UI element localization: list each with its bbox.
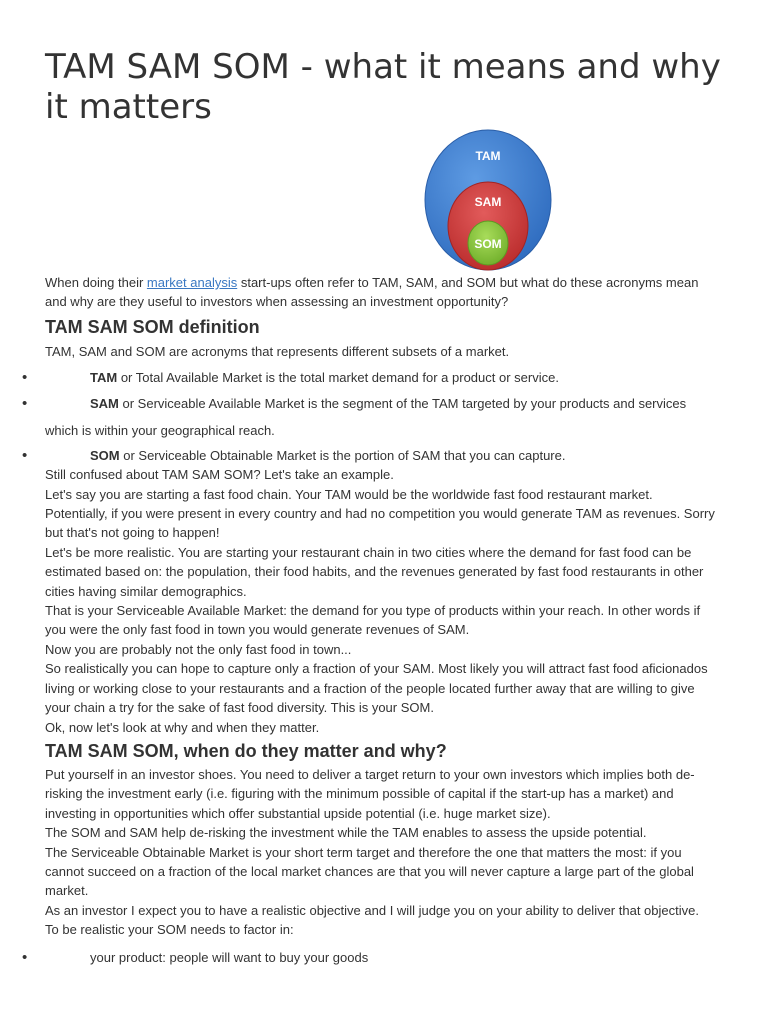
paragraph: The Serviceable Obtainable Market is your short term target and therefore the one that matters the most: if you cannot succeed on a fraction of the local market chances are that you will never capture a large part of the global market.: [45, 844, 694, 899]
paragraph: Ok, now let's look at why and when they matter.: [45, 719, 320, 735]
som-label: SOM: [474, 237, 502, 251]
page-title: TAM SAM SOM - what it means and why it matters: [45, 47, 721, 127]
sam-label: SAM: [474, 195, 502, 209]
bullet-tam: [22, 368, 715, 387]
market-analysis-link[interactable]: market analysis: [146, 275, 238, 290]
term-tam: TAM: [90, 370, 118, 386]
intro-paragraph: [45, 273, 715, 312]
bullet-som-text: or Serviceable Obtainable Market is the portion of SAM that you can capture.: [119, 448, 566, 464]
paragraph: Now you are probably not the only fast food in town...: [45, 641, 352, 657]
bullet-som: [22, 446, 715, 465]
intro-text-after: start-ups often refer to TAM, SAM, and SOM but what do these acronyms mean and why are they useful to investors when assessing an investment opportunity?: [45, 275, 699, 310]
paragraph: Let's say you are starting a fast food chain. Your TAM would be the worldwide fast food restaurant market. Potentially, if you were present in every country and had no competition you would generate TAM as revenues. Sorry but that's not going to happen!: [45, 486, 715, 541]
paragraph: The SOM and SAM help de-risking the investment while the TAM enables to assess the upside potential.: [45, 825, 647, 841]
bullet-dot: •: [22, 447, 28, 465]
bullet-dot: •: [22, 369, 28, 387]
paragraph: That is your Serviceable Available Market: the demand for you type of products within your reach. In other words if you were the only fast food in town you would generate revenues of SAM.: [45, 603, 701, 638]
intro-text-before: When doing their: [45, 275, 147, 290]
bullet-product: [22, 948, 715, 967]
bullet-dot: •: [22, 395, 28, 413]
bullet-dot: •: [22, 948, 28, 966]
article-body: [22, 273, 715, 967]
definition-lead: TAM, SAM and SOM are acronyms that represents different subsets of a market.: [45, 343, 510, 359]
bullet-product-text: your product: people will want to buy your goods: [90, 949, 369, 965]
section-heading-why: TAM SAM SOM, when do they matter and why?: [45, 740, 447, 761]
term-som: SOM: [90, 448, 120, 464]
term-sam: SAM: [90, 396, 119, 412]
paragraph: Let's be more realistic. You are starting your restaurant chain in two cities where the demand for fast food can be estimated based on: the population, their food habits, and the revenues generated by fast food restaurants in other cities having similar demographics.: [45, 544, 704, 599]
paragraph: Put yourself in an investor shoes. You need to deliver a target return to your own investors which implies both de-risking the investment early (i.e. figuring with the minimum possible of capital if the start-up has a market) and investing in opportunities which offer substantial upside potential (i.e. huge market size).: [45, 766, 695, 821]
bullet-tam-text: or Total Available Market is the total market demand for a product or service.: [117, 370, 559, 386]
tam-sam-som-diagram: [423, 128, 553, 272]
bullet-sam: [22, 394, 715, 440]
bullet-sam-continuation: which is within your geographical reach.: [45, 423, 275, 439]
tam-label: TAM: [475, 149, 501, 163]
section-heading-definition: TAM SAM SOM definition: [45, 316, 260, 337]
bullet-sam-text: or Serviceable Available Market is the segment of the TAM targeted by your products and services: [118, 396, 687, 412]
paragraph: As an investor I expect you to have a realistic objective and I will judge you on your ability to deliver that objective. To be realistic your SOM needs to factor in:: [45, 902, 699, 938]
paragraph: So realistically you can hope to capture only a fraction of your SAM. Most likely you will attract fast food aficionados living or working close to your restaurants and a fraction of the people located further away that are willing to give your chain a try for the sake of fast food diversity. This is your SOM.: [45, 661, 708, 716]
paragraph: Still confused about TAM SAM SOM? Let's take an example.: [45, 467, 394, 483]
